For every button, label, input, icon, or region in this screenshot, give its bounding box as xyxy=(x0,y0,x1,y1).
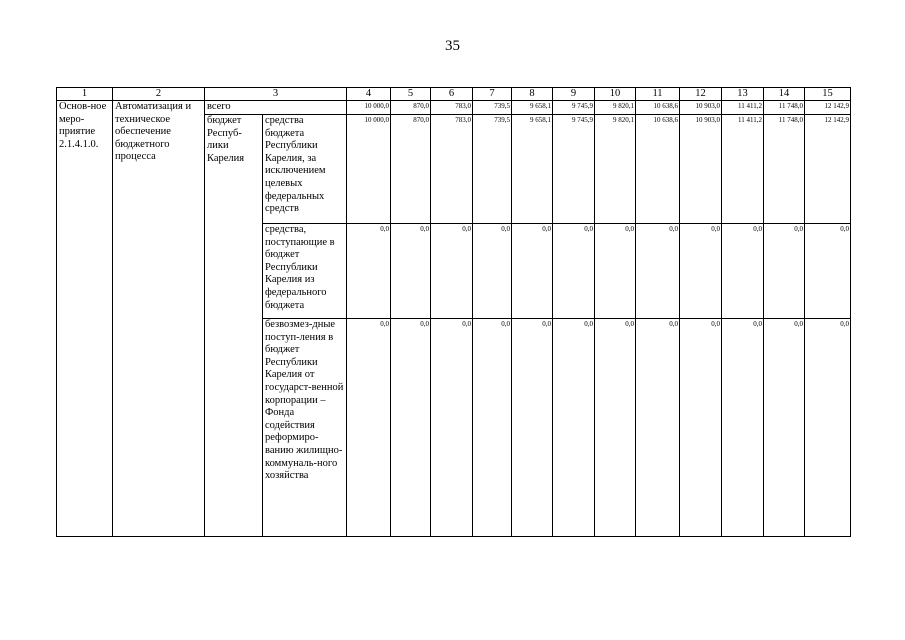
value-cell: 9 820,1 xyxy=(595,101,636,115)
header-cell: 11 xyxy=(636,88,680,101)
header-cell: 13 xyxy=(722,88,764,101)
value-cell: 0,0 xyxy=(512,224,553,319)
header-cell: 2 xyxy=(113,88,205,101)
value-cell: 0,0 xyxy=(680,224,722,319)
value-cell: 0,0 xyxy=(431,224,473,319)
header-cell: 1 xyxy=(57,88,113,101)
value-cell: 0,0 xyxy=(391,224,431,319)
value-cell: 0,0 xyxy=(347,319,391,537)
value-cell: 783,0 xyxy=(431,101,473,115)
value-cell: 12 142,9 xyxy=(805,115,851,224)
measure-name-cell: Автоматизация и техническое обеспечение бюджетного процесса xyxy=(113,101,205,537)
value-cell: 0,0 xyxy=(431,319,473,537)
value-cell: 10 000,0 xyxy=(347,101,391,115)
value-cell: 0,0 xyxy=(805,224,851,319)
value-cell: 0,0 xyxy=(512,319,553,537)
value-cell: 0,0 xyxy=(722,224,764,319)
value-cell: 10 903,0 xyxy=(680,101,722,115)
value-cell: 0,0 xyxy=(391,319,431,537)
header-cell: 12 xyxy=(680,88,722,101)
value-cell: 0,0 xyxy=(764,319,805,537)
source-cell: средства, поступающие в бюджет Республики Карелия из федерального бюджета xyxy=(263,224,347,319)
value-cell: 0,0 xyxy=(473,319,512,537)
value-cell: 10 000,0 xyxy=(347,115,391,224)
value-cell: 0,0 xyxy=(347,224,391,319)
header-cell: 8 xyxy=(512,88,553,101)
measure-cell: Основ-ное меро-приятие 2.1.4.1.0. xyxy=(57,101,113,537)
header-cell: 6 xyxy=(431,88,473,101)
value-cell: 0,0 xyxy=(595,224,636,319)
budget-label-cell: бюджет Респуб-лики Карелия xyxy=(205,115,263,537)
value-cell: 0,0 xyxy=(473,224,512,319)
value-cell: 9 658,1 xyxy=(512,115,553,224)
value-cell: 12 142,9 xyxy=(805,101,851,115)
value-cell: 739,5 xyxy=(473,101,512,115)
table-row xyxy=(57,101,851,115)
page-number: 35 xyxy=(445,38,460,54)
budget-table xyxy=(56,87,851,537)
total-label-cell: всего xyxy=(205,101,347,115)
value-cell: 9 658,1 xyxy=(512,101,553,115)
value-cell: 10 638,6 xyxy=(636,101,680,115)
value-cell: 0,0 xyxy=(553,224,595,319)
header-cell: 15 xyxy=(805,88,851,101)
value-cell: 0,0 xyxy=(680,319,722,537)
header-cell: 7 xyxy=(473,88,512,101)
header-cell: 5 xyxy=(391,88,431,101)
value-cell: 11 748,0 xyxy=(764,101,805,115)
value-cell: 739,5 xyxy=(473,115,512,224)
source-cell: безвозмез-дные поступ-ления в бюджет Республики Карелия от государст-венной корпорации – Фонда содействия реформиро-ванию жилищно-коммуналь-ного хозяйства xyxy=(263,319,347,537)
value-cell: 0,0 xyxy=(805,319,851,537)
value-cell: 0,0 xyxy=(722,319,764,537)
value-cell: 10 903,0 xyxy=(680,115,722,224)
value-cell: 0,0 xyxy=(636,224,680,319)
header-cell: 3 xyxy=(205,88,347,101)
value-cell: 0,0 xyxy=(553,319,595,537)
value-cell: 870,0 xyxy=(391,115,431,224)
value-cell: 9 745,9 xyxy=(553,101,595,115)
value-cell: 0,0 xyxy=(636,319,680,537)
value-cell: 0,0 xyxy=(595,319,636,537)
header-cell: 9 xyxy=(553,88,595,101)
header-row xyxy=(57,88,851,101)
value-cell: 11 411,2 xyxy=(722,101,764,115)
value-cell: 9 820,1 xyxy=(595,115,636,224)
value-cell: 870,0 xyxy=(391,101,431,115)
header-cell: 14 xyxy=(764,88,805,101)
value-cell: 11 411,2 xyxy=(722,115,764,224)
value-cell: 783,0 xyxy=(431,115,473,224)
value-cell: 0,0 xyxy=(764,224,805,319)
header-cell: 4 xyxy=(347,88,391,101)
source-cell: средства бюджета Республики Карелия, за исключением целевых федеральных средств xyxy=(263,115,347,224)
value-cell: 10 638,6 xyxy=(636,115,680,224)
value-cell: 9 745,9 xyxy=(553,115,595,224)
value-cell: 11 748,0 xyxy=(764,115,805,224)
header-cell: 10 xyxy=(595,88,636,101)
